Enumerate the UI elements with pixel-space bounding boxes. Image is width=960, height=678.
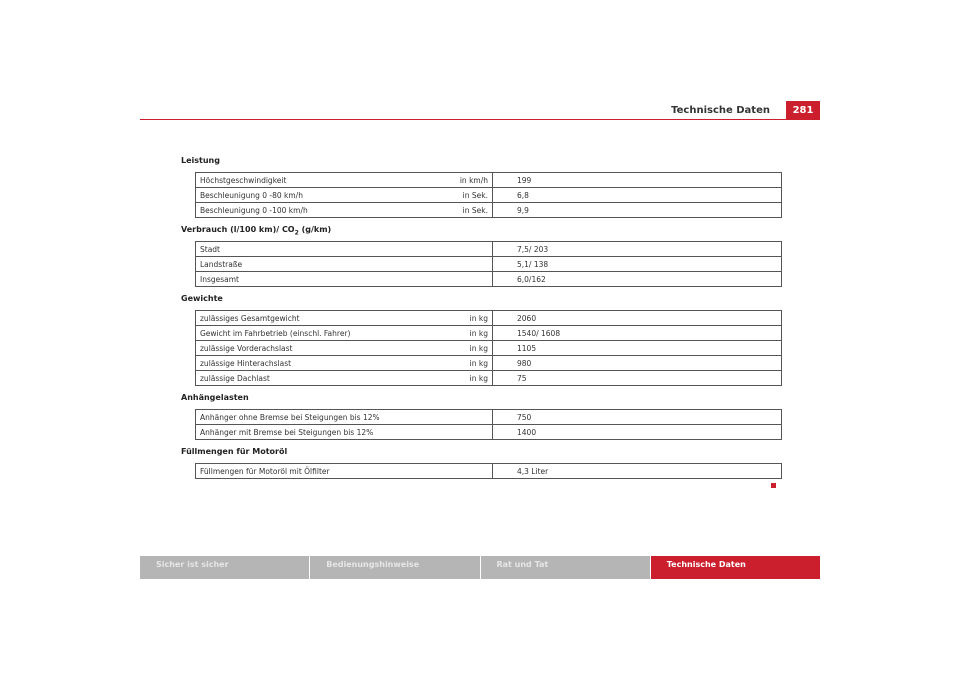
- row-label: Gewicht im Fahrbetrieb (einschl. Fahrer): [196, 326, 425, 341]
- row-unit: in kg: [424, 326, 493, 341]
- row-label: Füllmengen für Motoröl mit Ölfilter: [196, 464, 493, 479]
- table-row: [196, 425, 782, 440]
- table-row: [196, 341, 782, 356]
- row-unit: in Sek.: [424, 188, 493, 203]
- row-value: 1400: [493, 425, 782, 440]
- row-label: Beschleunigung 0 -80 km/h: [196, 188, 425, 203]
- footer-tab-rat-und-tat[interactable]: Rat und Tat: [481, 556, 650, 579]
- section-title-gewichte: Gewichte: [181, 294, 223, 303]
- table-row: [196, 203, 782, 218]
- table-verbrauch: [195, 241, 782, 287]
- row-value: 750: [493, 410, 782, 425]
- row-label: Höchstgeschwindigkeit: [196, 173, 425, 188]
- row-label: Landstraße: [196, 257, 493, 272]
- table-row: [196, 410, 782, 425]
- section-title-fuellmengen: Füllmengen für Motoröl: [181, 447, 288, 456]
- row-unit: in kg: [424, 356, 493, 371]
- table-row: [196, 311, 782, 326]
- row-label: Beschleunigung 0 -100 km/h: [196, 203, 425, 218]
- table-row: [196, 356, 782, 371]
- row-value: 5,1/ 138: [493, 257, 782, 272]
- table-gewichte: [195, 310, 782, 386]
- row-value: 980: [493, 356, 782, 371]
- section-title-leistung: Leistung: [181, 156, 220, 165]
- verbrauch-title-post: (g/km): [298, 225, 332, 234]
- section-end-marker-icon: [771, 483, 776, 488]
- footer-tab-bedienungshinweise[interactable]: Bedienungshinweise: [310, 556, 479, 579]
- row-value: 199: [493, 173, 782, 188]
- table-leistung: [195, 172, 782, 218]
- row-label: zulässige Vorderachslast: [196, 341, 425, 356]
- table-row: [196, 242, 782, 257]
- page-number: 281: [786, 101, 820, 119]
- row-unit: in kg: [424, 311, 493, 326]
- section-title-anhaengelasten: Anhängelasten: [181, 393, 249, 402]
- row-label: Stadt: [196, 242, 493, 257]
- row-value: 1105: [493, 341, 782, 356]
- row-unit: in kg: [424, 341, 493, 356]
- footer-tab-sicher-ist-sicher[interactable]: Sicher ist sicher: [140, 556, 309, 579]
- row-unit: in Sek.: [424, 203, 493, 218]
- header-title: Technische Daten: [671, 105, 770, 116]
- content: [181, 155, 771, 485]
- row-value: 7,5/ 203: [493, 242, 782, 257]
- table-row: [196, 371, 782, 386]
- row-value: 1540/ 1608: [493, 326, 782, 341]
- table-row: [196, 257, 782, 272]
- row-label: Anhänger mit Bremse bei Steigungen bis 12%: [196, 425, 493, 440]
- row-value: 75: [493, 371, 782, 386]
- table-row: [196, 188, 782, 203]
- row-label: Anhänger ohne Bremse bei Steigungen bis 12%: [196, 410, 493, 425]
- row-label: Insgesamt: [196, 272, 493, 287]
- row-value: 9,9: [493, 203, 782, 218]
- row-value: 2060: [493, 311, 782, 326]
- section-title-verbrauch: [181, 224, 771, 241]
- page-header: [140, 101, 820, 120]
- row-unit: in km/h: [424, 173, 493, 188]
- table-anhaengelasten: [195, 409, 782, 440]
- row-label: zulässiges Gesamtgewicht: [196, 311, 425, 326]
- footer-tab-technische-daten[interactable]: Technische Daten: [651, 556, 820, 579]
- table-row: [196, 326, 782, 341]
- table-row: [196, 272, 782, 287]
- table-row: [196, 464, 782, 479]
- footer-nav: [140, 556, 820, 579]
- row-unit: in kg: [424, 371, 493, 386]
- table-fuellmengen: [195, 463, 782, 479]
- row-label: zulässige Dachlast: [196, 371, 425, 386]
- row-value: 4,3 Liter: [493, 464, 782, 479]
- table-row: [196, 173, 782, 188]
- row-label: zulässige Hinterachslast: [196, 356, 425, 371]
- verbrauch-title-sub: 2: [294, 229, 299, 237]
- row-value: 6,0/162: [493, 272, 782, 287]
- row-value: 6,8: [493, 188, 782, 203]
- verbrauch-title-main: Verbrauch (l/100 km)/ CO: [181, 225, 295, 234]
